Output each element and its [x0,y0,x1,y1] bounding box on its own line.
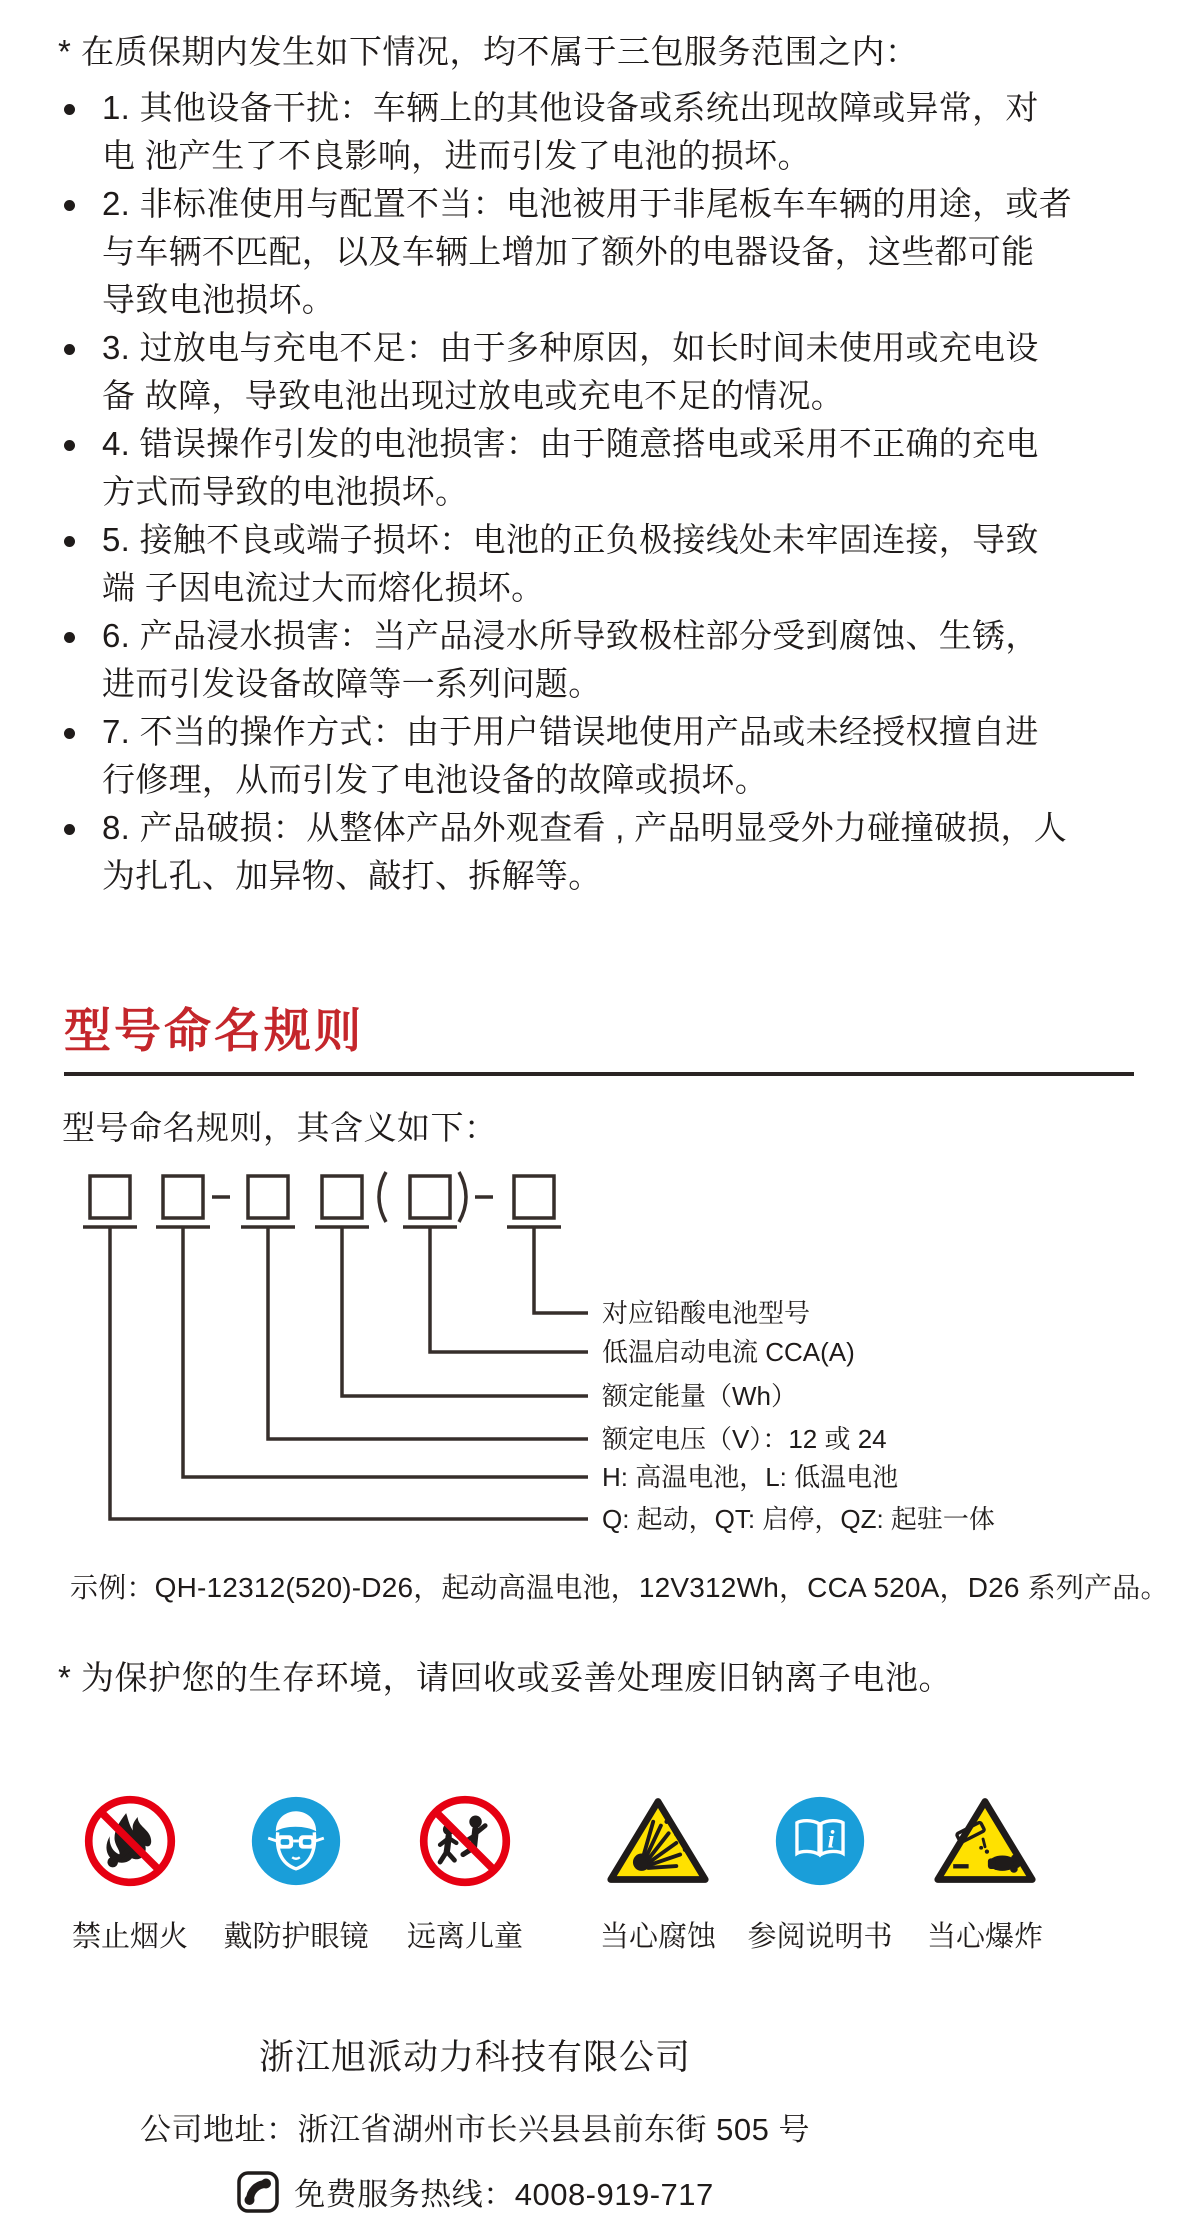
bullet-dot [64,728,75,739]
hotline-text: 免费服务热线：4008-919-717 [294,2177,714,2212]
model-code-box [248,1176,288,1218]
connector-line [534,1227,588,1313]
hotline-row [236,2169,714,2214]
read-manual-icon [772,1792,868,1890]
warning-corrosive-icon [932,1792,1038,1890]
connector-line [430,1227,588,1352]
bullet-dot [64,536,75,547]
diagram-label: H: 高温电池，L: 低温电池 [602,1462,899,1492]
keep-away-from-children-icon [417,1792,513,1890]
safety-sign-warning-2 [900,1792,1070,1955]
list-item-text: 5. 接触不良或端子损坏：电池的正负极接线处未牢固连接，导致 端 子因电流过大而熔化损坏。 [102,521,1039,606]
heading-divider [64,1072,1134,1076]
diagram-label: 低温启动电流 CCA(A) [602,1337,855,1367]
safety-sign-label: 戴防护眼镜 [223,1921,369,1953]
warranty-exclusion-note: * 在质保期内发生如下情况，均不属于三包服务范围之内： [58,33,919,70]
naming-example: 示例：QH-12312(520)-D26，起动高温电池，12V312Wh，CCA 520A，D26 系列产品。 [70,1572,1169,1603]
safety-sign-label: 参阅说明书 [747,1921,893,1953]
company-address: 公司地址：浙江省湖州市长兴县县前东街 505 号 [140,2112,810,2147]
safety-sign-read-manual [735,1792,905,1955]
list-item-text: 2. 非标准使用与配置不当：电池被用于非尾板车车辆的用途，或者 与车辆不匹配，以及车辆上增加了额外的电器设备，这些都可能 导致电池损坏。 [102,185,1072,318]
section-heading: 型号命名规则 [64,1004,364,1057]
model-code-box [163,1176,203,1218]
model-code-box [514,1176,554,1218]
list-item [58,804,1148,900]
bullet-dot [64,632,75,643]
safety-sign-label: 禁止烟火 [71,1921,188,1953]
list-item [58,420,1148,516]
list-item-text: 8. 产品破损：从整体产品外观查看 , 产品明显受外力碰撞破损，人 为扎孔、加异物、敲打、拆解等。 [102,809,1068,894]
no-open-flame-icon [82,1792,178,1890]
bullet-dot [64,440,75,451]
paren-close [459,1172,466,1222]
list-item-text: 3. 过放电与充电不足：由于多种原因，如长时间未使用或充电设 备 故障，导致电池出现过放电或充电不足的情况。 [102,329,1039,414]
recycle-note: * 为保护您的生存环境，请回收或妥善处理废旧钠离子电池。 [58,1659,953,1696]
svg-text:i: i [827,1826,835,1854]
wear-eye-protection-icon [248,1792,344,1890]
paren-open [379,1172,386,1222]
list-item [58,84,1148,180]
model-code-box [90,1176,130,1218]
list-item-text: 4. 错误操作引发的电池损害：由于随意搭电或采用不正确的充电 方式而导致的电池损坏。 [102,425,1039,510]
list-item-text: 7. 不当的操作方式：由于用户错误地使用产品或未经授权擅自进 行修理，从而引发了电池设备的故障或损坏。 [102,713,1039,798]
model-code-box [410,1176,450,1218]
warranty-list [58,84,1148,900]
list-item [58,612,1148,708]
company-name: 浙江旭派动力科技有限公司 [258,2038,691,2077]
list-item [58,324,1148,420]
safety-sign-warning-1 [573,1792,743,1955]
footer [0,2030,950,2219]
bullet-dot [64,344,75,355]
naming-intro: 型号命名规则，其含义如下： [62,1109,498,1146]
connector-line [268,1227,588,1439]
warning-explosive-icon [605,1792,711,1890]
phone-icon [236,2170,280,2214]
bullet-dot [64,104,75,115]
list-item-text: 6. 产品浸水损害：当产品浸水所导致极柱部分受到腐蚀、生锈， 进而引发设备故障等一系列问题。 [102,617,1039,702]
safety-sign-no-fire [45,1792,215,1955]
list-item [58,708,1148,804]
safety-sign-eye-protection [211,1792,381,1955]
list-item-text: 1. 其他设备干扰：车辆上的其他设备或系统出现故障或异常，对 电 池产生了不良影响，进而引发了电池的损坏。 [102,89,1039,174]
model-code-box [322,1176,362,1218]
diagram-label: 对应铅酸电池型号 [602,1298,811,1328]
safety-sign-label: 当心腐蚀 [599,1921,716,1953]
diagram-label: 额定电压（V）：12 或 24 [602,1424,887,1454]
bullet-dot [64,200,75,211]
safety-sign-keep-away-children [380,1792,550,1955]
naming-pattern-diagram [0,1150,1202,1550]
list-item [58,516,1148,612]
diagram-label: 额定能量（Wh） [602,1381,798,1411]
diagram-label: Q: 起动，QT: 启停，QZ: 起驻一体 [602,1504,995,1534]
list-item [58,180,1148,324]
bullet-dot [64,824,75,835]
safety-sign-label: 远离儿童 [406,1921,523,1953]
safety-sign-label: 当心爆炸 [926,1921,1043,1953]
